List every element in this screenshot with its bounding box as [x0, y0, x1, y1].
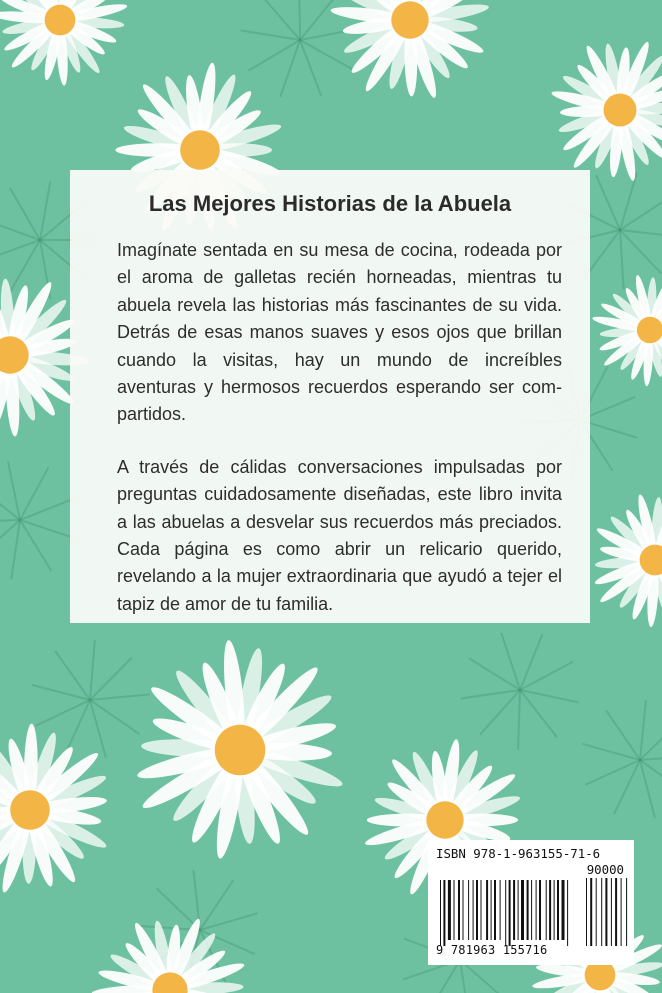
barcode-bar — [567, 880, 568, 946]
barcode-bar — [554, 880, 555, 940]
barcode-bar — [505, 880, 506, 946]
description-paragraph-2: A través de cálidas conversaciones impulsadas por preguntas cuidadosamente diseñadas, este libro invita a las abuelas a desvelar sus recuerdos más preciados. Cada página es como abrir un relicario querido, revelando a la mujer extraordinaria que ayudó a tejer el tapiz de amor de tu familia. — [117, 456, 562, 614]
addon-bar — [596, 878, 597, 946]
barcode-bar — [557, 880, 559, 940]
barcode-bar — [521, 880, 524, 940]
barcode-bar — [546, 880, 547, 940]
barcode-bar — [518, 880, 519, 940]
addon-bar — [605, 878, 607, 946]
barcode-bar — [562, 880, 565, 940]
addon-bar — [586, 878, 587, 946]
barcode-bar — [539, 880, 541, 940]
addon-bar — [615, 878, 617, 946]
addon-bar — [590, 878, 592, 946]
barcode-bar — [454, 880, 455, 940]
isbn-barcode — [428, 840, 634, 965]
barcode-digits: 9 781963 155716 — [436, 943, 548, 957]
addon-bar — [626, 878, 627, 946]
barcode-bar — [491, 880, 492, 940]
barcode-bar — [513, 880, 515, 940]
barcode-bar — [531, 880, 532, 940]
description-panel — [70, 170, 590, 623]
barcode-bar — [476, 880, 478, 940]
barcode-bar — [481, 880, 482, 940]
barcode-bar — [473, 880, 474, 940]
barcode-bar — [458, 880, 460, 940]
price-code: 90000 — [586, 862, 624, 877]
barcode-bar — [494, 880, 496, 940]
barcode-bar — [448, 880, 451, 940]
addon-bar — [611, 878, 612, 946]
barcode-bar — [527, 880, 529, 940]
barcode-bar — [468, 880, 469, 940]
barcode-bar — [549, 880, 551, 940]
description-paragraph-1: Imagínate sentada en su mesa de cocina, rodeada por el aroma de galletas recién horneadas, mientras tu abuela revela las historias más fascinantes de su vida. Detrás de esas manos suaves y esos ojos que brillan cuando la visitas, hay un mundo de increíbles aventuras y hermosos recuerdos esperando ser compartidos. — [117, 240, 562, 425]
addon-bar — [601, 878, 602, 946]
isbn-label: ISBN 978-1-963155-71-6 — [436, 846, 601, 861]
barcode-bar — [486, 880, 488, 940]
barcode-bar — [509, 880, 511, 946]
barcode-bar — [443, 880, 445, 946]
addon-bar — [621, 878, 622, 946]
barcode-bar — [440, 880, 441, 946]
book-title: Las Mejores Historias de la Abuela — [148, 191, 512, 216]
barcode-bar — [536, 880, 537, 940]
barcode-bar — [500, 880, 501, 940]
barcode-bar — [463, 880, 464, 940]
